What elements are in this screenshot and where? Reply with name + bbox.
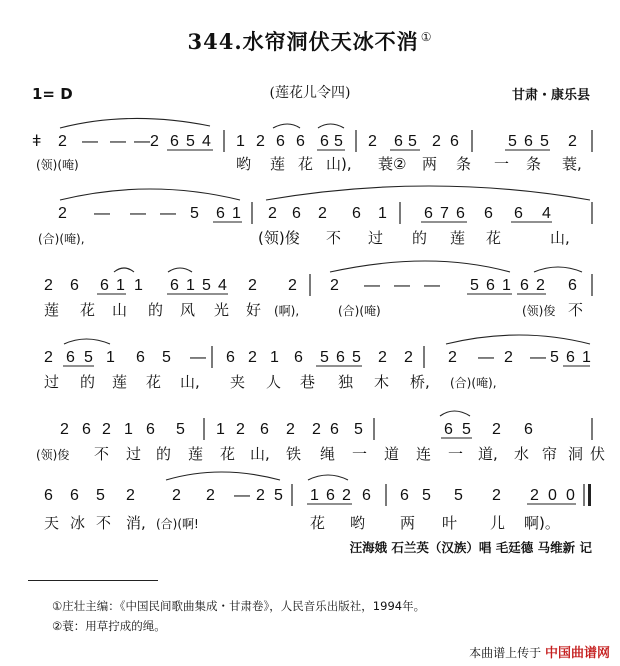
- note: 2: [44, 349, 53, 366]
- note: 6: [484, 205, 493, 222]
- note: 6: [136, 349, 145, 366]
- note: 4: [542, 205, 551, 222]
- note: 6: [566, 349, 575, 366]
- note: 5: [422, 487, 431, 504]
- note: 6: [66, 349, 75, 366]
- note: 6: [296, 133, 305, 150]
- lyric-syllable: 啊)。: [524, 514, 560, 532]
- note: 2: [492, 421, 501, 438]
- lyric-syllable: 连: [416, 445, 432, 463]
- note: 6: [520, 277, 529, 294]
- lyric-syllable: 伏: [590, 445, 606, 463]
- note: 1: [116, 277, 125, 294]
- svg-text:(啊),(合)(唵)(领)俊: [274, 303, 555, 318]
- lyric-syllable: 哟: [236, 155, 252, 173]
- note: 5: [540, 133, 549, 150]
- lyric-syllable: 过: [126, 445, 142, 463]
- svg-text:676664: [424, 205, 551, 222]
- note: —: [82, 133, 98, 150]
- lyric-syllable: 过: [44, 373, 60, 391]
- note: —: [160, 205, 176, 222]
- note: 6: [294, 349, 303, 366]
- svg-text:1262265: [216, 421, 363, 438]
- lyric-syllable: 山,: [180, 373, 200, 391]
- note: 5: [550, 349, 559, 366]
- note: 2: [492, 487, 501, 504]
- lyric-syllable: 道: [384, 445, 400, 463]
- lyric-syllable: (啊),: [274, 304, 300, 318]
- note: 2: [256, 133, 265, 150]
- note: 6: [82, 421, 91, 438]
- note: —: [394, 277, 410, 294]
- note: 5: [408, 133, 417, 150]
- lyric-syllable: 条: [456, 155, 472, 173]
- note: 2: [448, 349, 457, 366]
- song-origin: 甘肃・康乐县: [511, 88, 590, 103]
- svg-text:621656522: [226, 349, 413, 366]
- note: 6: [216, 205, 225, 222]
- svg-text:665222—25: [44, 487, 283, 504]
- lyric-syllable: 光: [214, 301, 230, 319]
- lyric-syllable: 木: [374, 373, 390, 391]
- note: 6: [70, 487, 79, 504]
- lyric-syllable: 莲: [450, 229, 466, 247]
- lyric-syllable: (领)(唵): [36, 158, 79, 172]
- lyric-syllable: 花: [80, 301, 96, 319]
- note: 2: [60, 421, 69, 438]
- lyric-syllable: 道,: [478, 445, 498, 463]
- note: 6: [424, 205, 433, 222]
- note: 6: [362, 487, 371, 504]
- svg-text:2—2—561: [448, 349, 591, 366]
- note: 2: [378, 349, 387, 366]
- note: 1: [216, 421, 225, 438]
- svg-text:不: [568, 301, 583, 319]
- site-logo-text[interactable]: 中国曲谱网: [544, 646, 610, 661]
- svg-text:莲花山的风光好: [44, 301, 261, 319]
- lyric-syllable: 山: [112, 301, 128, 319]
- lyric-syllable: 水: [514, 445, 530, 463]
- svg-text:———: [82, 133, 150, 150]
- score-line-2: [38, 186, 592, 247]
- lyric-syllable: 山),: [326, 155, 352, 173]
- note: 1: [582, 349, 591, 366]
- svg-text:126665: [236, 133, 343, 150]
- lyric-syllable: 莲: [270, 155, 286, 173]
- jianpu-score: [30, 100, 606, 532]
- lyric-syllable: 花: [486, 229, 502, 247]
- note: 6: [146, 421, 155, 438]
- score-line-1: [32, 118, 592, 173]
- footnote-2: ②蓑：用草拧成的绳。: [52, 619, 166, 633]
- lyric-syllable: 一: [352, 445, 368, 463]
- note: 5: [470, 277, 479, 294]
- note: 6: [400, 487, 409, 504]
- note: 6: [44, 487, 53, 504]
- score-line-5: [36, 411, 605, 463]
- note: 2: [312, 421, 321, 438]
- lyric-syllable: 山,: [550, 229, 570, 247]
- lyric-syllable: (领)俊: [522, 304, 556, 318]
- note: 5: [454, 487, 463, 504]
- note: —: [190, 349, 206, 366]
- svg-text:天冰不消,: [44, 514, 146, 532]
- lyric-syllable: 两: [400, 514, 416, 532]
- score-line-4: [44, 335, 591, 391]
- lyric-syllable: 蓑,: [562, 155, 582, 173]
- lyric-syllable: 的: [148, 301, 164, 319]
- lyric-syllable: 花: [310, 514, 326, 532]
- note: 6: [100, 277, 109, 294]
- note: 2: [172, 487, 181, 504]
- note: 5: [352, 349, 361, 366]
- lyric-syllable: 不: [96, 514, 112, 532]
- note: —: [364, 277, 380, 294]
- note: 5: [354, 421, 363, 438]
- lyric-syllable: 的: [412, 229, 428, 247]
- note: 6: [456, 205, 465, 222]
- svg-text:(领)俊不过的莲花山,: [258, 229, 570, 247]
- lyric-syllable: 山,: [250, 445, 270, 463]
- note: —: [424, 277, 440, 294]
- lyric-syllable: 叶: [442, 514, 458, 532]
- lyric-syllable: 人: [266, 373, 282, 391]
- note: 2: [404, 349, 413, 366]
- note: —: [134, 133, 150, 150]
- lyric-syllable: 帘: [542, 445, 558, 463]
- note: 2: [150, 133, 159, 150]
- lyric-syllable: 铁: [286, 445, 302, 463]
- note: 2: [256, 487, 265, 504]
- note: 2: [368, 133, 377, 150]
- lyric-syllable: (合)(唵): [338, 304, 381, 318]
- note: 2: [102, 421, 111, 438]
- note: 6: [336, 349, 345, 366]
- note: 5: [462, 421, 471, 438]
- note: 5: [190, 205, 199, 222]
- lyric-syllable: 好: [246, 301, 262, 319]
- lyric-syllable: 的: [156, 445, 172, 463]
- note: 6: [450, 133, 459, 150]
- note: 6: [260, 421, 269, 438]
- note: 2: [236, 421, 245, 438]
- note: 2: [44, 277, 53, 294]
- note: 5: [320, 349, 329, 366]
- svg-text:过的莲花山,夹人巷独木桥,: [44, 373, 430, 391]
- note: 1: [186, 277, 195, 294]
- note: 1: [106, 349, 115, 366]
- lyric-syllable: 莲: [112, 373, 128, 391]
- note: 5: [334, 133, 343, 150]
- note: 2: [288, 277, 297, 294]
- note: 2: [568, 133, 577, 150]
- lyric-syllable: 不: [568, 301, 584, 319]
- svg-text:2———561626: [330, 277, 577, 294]
- svg-text:6552200: [400, 487, 575, 504]
- svg-text:2———561: [58, 205, 241, 222]
- note: 2: [206, 487, 215, 504]
- svg-text:5652: [508, 133, 577, 150]
- note: 6: [352, 205, 361, 222]
- note: 5: [162, 349, 171, 366]
- lyric-syllable: 一: [448, 445, 464, 463]
- lyric-syllable: 消,: [126, 514, 146, 532]
- footnote-mark-1: ①: [420, 30, 433, 44]
- note: 2: [286, 421, 295, 438]
- note: 6: [320, 133, 329, 150]
- lyric-syllable: 桥,: [410, 373, 430, 391]
- note: 6: [524, 133, 533, 150]
- svg-text:1626: [310, 487, 371, 504]
- note: 6: [486, 277, 495, 294]
- song-title: [0, 26, 620, 56]
- note: 2: [530, 487, 539, 504]
- note: [58, 133, 67, 150]
- lyric-syllable: 独: [338, 373, 354, 391]
- note: 1: [378, 205, 387, 222]
- lyric-syllable: (领)俊: [36, 448, 70, 462]
- note: 2: [126, 487, 135, 504]
- note: 2: [432, 133, 441, 150]
- performer-credits: 汪海娥 石兰英（汉族）唱 毛廷德 马维新 记: [349, 540, 592, 555]
- note: 4: [218, 277, 227, 294]
- lyric-syllable: 巷: [300, 373, 316, 391]
- watermark-prefix: 本曲谱上传于: [469, 646, 542, 660]
- lyric-syllable: 蓑②: [378, 155, 407, 173]
- note: 6: [326, 487, 335, 504]
- lyric-syllable: 天: [44, 514, 60, 532]
- footnote-divider: [28, 580, 158, 581]
- svg-text:哟莲花山),蓑②两条一条蓑,: [236, 155, 582, 173]
- lyric-syllable: (合)(啊!: [156, 517, 199, 531]
- lyric-syllable: 过: [368, 229, 384, 247]
- lyric-syllable: 风: [180, 301, 196, 319]
- note: 6: [444, 421, 453, 438]
- note: —: [478, 349, 494, 366]
- note: 1: [232, 205, 241, 222]
- note: 5: [508, 133, 517, 150]
- note: 0: [548, 487, 557, 504]
- note: 7: [440, 205, 449, 222]
- lyric-syllable: 绳: [320, 445, 336, 463]
- lyric-syllable: (领)俊: [258, 229, 300, 247]
- svg-text:265165—: [44, 349, 206, 366]
- note: 6: [70, 277, 79, 294]
- lyric-syllable: 哟: [350, 514, 366, 532]
- note: 1: [134, 277, 143, 294]
- note: 2: [268, 205, 277, 222]
- lyric-syllable: 条: [526, 155, 542, 173]
- svg-text:26261: [268, 205, 387, 222]
- lyric-syllable: 不: [326, 229, 342, 247]
- note: —: [130, 205, 146, 222]
- note: 5: [274, 487, 283, 504]
- lyric-syllable: 莲: [188, 445, 204, 463]
- note: 6: [226, 349, 235, 366]
- key-signature: 1= D: [32, 85, 73, 103]
- note: 1: [124, 421, 133, 438]
- note: 2: [58, 205, 67, 222]
- note: 1: [270, 349, 279, 366]
- lyric-syllable: 的: [80, 373, 96, 391]
- note: 6: [394, 133, 403, 150]
- note: 6: [276, 133, 285, 150]
- note: 6: [330, 421, 339, 438]
- note: 5: [202, 277, 211, 294]
- lyric-syllable: 冰: [70, 514, 86, 532]
- lyric-syllable: 花: [298, 155, 314, 173]
- note: 2: [504, 349, 513, 366]
- lyric-syllable: 莲: [44, 301, 60, 319]
- tune-subtitle: (莲花儿令四): [269, 85, 351, 101]
- lyric-syllable: 一: [494, 155, 510, 173]
- note: 5: [186, 133, 195, 150]
- note: 0: [566, 487, 575, 504]
- score-line-6: [44, 472, 591, 532]
- note: 5: [84, 349, 93, 366]
- lyric-syllable: (合)(唵),: [450, 376, 497, 390]
- lyric-syllable: 两: [422, 155, 438, 173]
- note: 2: [248, 277, 257, 294]
- note: 2: [318, 205, 327, 222]
- site-watermark[interactable]: [469, 642, 610, 661]
- note: 6: [292, 205, 301, 222]
- note: 5: [176, 421, 185, 438]
- svg-text:2654: [150, 133, 211, 150]
- score-line-3: [44, 261, 592, 319]
- lyric-syllable: 夹: [230, 373, 246, 391]
- note: 2: [342, 487, 351, 504]
- note: —: [110, 133, 126, 150]
- svg-text:26526: [368, 133, 459, 150]
- svg-text:花哟两叶儿啊)。: [310, 514, 560, 532]
- note: 1: [236, 133, 245, 150]
- note: 6: [524, 421, 533, 438]
- svg-text:不过的莲花山,铁绳一道连一道,水帘洞伏: [94, 445, 605, 463]
- note: 2: [248, 349, 257, 366]
- grace-mark: ǂ: [32, 133, 42, 150]
- lyric-syllable: 花: [220, 445, 236, 463]
- lyric-syllable: 花: [146, 373, 162, 391]
- lyric-syllable: 不: [94, 445, 110, 463]
- lyric-syllable: (合)(唵),: [38, 232, 85, 246]
- lyric-syllable: 儿: [490, 514, 506, 532]
- note: 1: [310, 487, 319, 504]
- note: 6: [568, 277, 577, 294]
- note: 6: [170, 133, 179, 150]
- note: 2: [330, 277, 339, 294]
- footnote-1: ①庄壮主编：《中国民间歌曲集成・甘肃卷》，人民音乐出版社，1994年。: [52, 599, 426, 613]
- svg-text:266116154: [44, 277, 227, 294]
- lyric-syllable: 洞: [568, 445, 584, 463]
- note: 2: [536, 277, 545, 294]
- song-title-text: 344.水帘洞伏天冰不消: [187, 29, 419, 54]
- note: 4: [202, 133, 211, 150]
- svg-text:262165: [60, 421, 185, 438]
- note: —: [234, 487, 250, 504]
- note: 1: [502, 277, 511, 294]
- note: —: [94, 205, 110, 222]
- note: 6: [170, 277, 179, 294]
- note: 2: [58, 133, 67, 150]
- note: —: [530, 349, 546, 366]
- note: 6: [514, 205, 523, 222]
- svg-text:6526: [444, 421, 533, 438]
- svg-text:22: [248, 277, 297, 294]
- note: 5: [96, 487, 105, 504]
